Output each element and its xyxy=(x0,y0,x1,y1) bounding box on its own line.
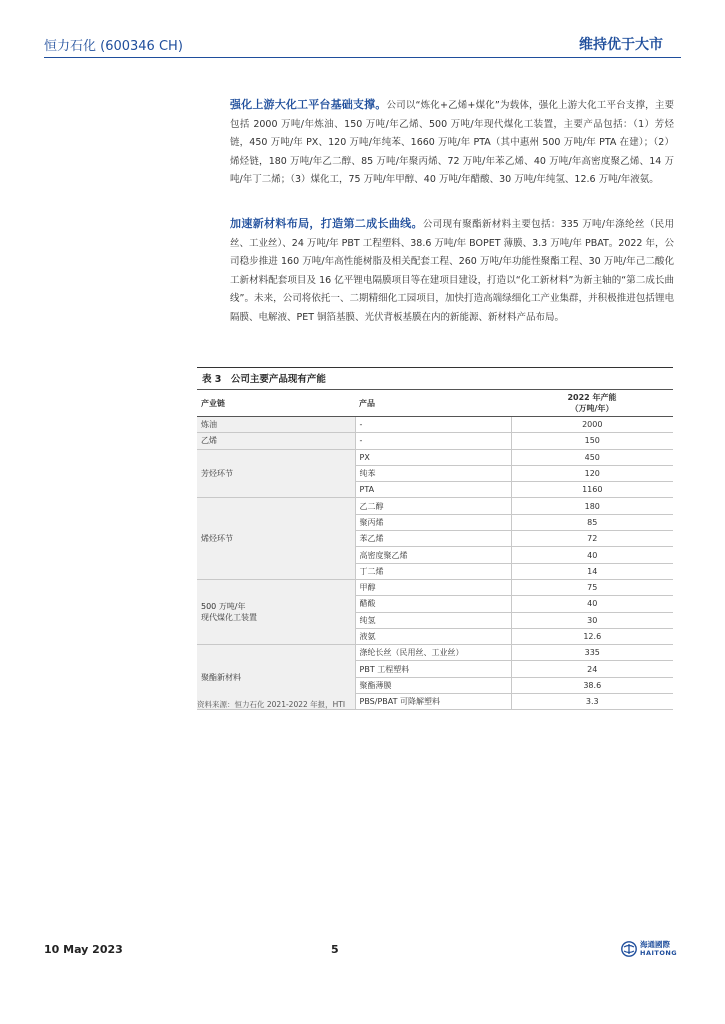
header-product: 产品 xyxy=(355,390,511,417)
product-cell: PBT 工程塑料 xyxy=(355,661,511,677)
capacity-cell: 24 xyxy=(511,661,673,677)
product-cell: PBS/PBAT 可降解塑料 xyxy=(355,694,511,710)
paragraph-lead: 强化上游大化工平台基础支撑。 xyxy=(230,98,387,111)
table-row xyxy=(197,579,673,595)
capacity-cell: 450 xyxy=(511,449,673,465)
product-cell: 纯苯 xyxy=(355,465,511,481)
product-cell: 丁二烯 xyxy=(355,563,511,579)
header-capacity xyxy=(511,390,673,417)
haitong-logo-icon xyxy=(621,941,637,957)
table-top-rule xyxy=(197,367,673,368)
table-caption: 表 3 公司主要产品现有产能 xyxy=(202,374,326,385)
capacity-cell: 72 xyxy=(511,531,673,547)
header-rating: 维持优于大市 xyxy=(579,37,663,53)
capacity-cell: 38.6 xyxy=(511,677,673,693)
table-row xyxy=(197,433,673,449)
capacity-cell: 12.6 xyxy=(511,628,673,644)
table-row xyxy=(197,417,673,433)
chain-cell xyxy=(197,449,355,498)
paragraph-body: 公司以“炼化+乙烯+煤化”为载体，强化上游大化工平台支撑，主要包括 2000 万吨/年炼油、150 万吨/年乙烯、500 万吨/年现代煤化工装置，主要产品包括：（1）芳烃链，450 万吨/年 PX、120 万吨/年纯苯、1660 万吨/年 PTA（其中惠州 500 万吨/年 PTA 在建）；（2）烯烃链，180 万吨/年乙二醇、85 万吨/年聚丙烯、72 万吨/年苯乙烯、40 万吨/年高密度聚乙烯、14 万吨/年丁二烯；（3）煤化工，75 万吨/年甲醇、40 万吨/年醋酸、30 万吨/年纯氢、12.6 万吨/年液氨。 xyxy=(230,100,675,185)
product-cell: 醋酸 xyxy=(355,596,511,612)
capacity-cell: 30 xyxy=(511,612,673,628)
product-cell: 聚酯薄膜 xyxy=(355,677,511,693)
capacity-cell: 180 xyxy=(511,498,673,514)
capacity-cell: 85 xyxy=(511,514,673,530)
table-header-row xyxy=(197,390,673,417)
capacity-cell: 150 xyxy=(511,433,673,449)
footer-date: 10 May 2023 xyxy=(44,943,123,956)
product-cell: - xyxy=(355,417,511,433)
chain-name: 乙烯 xyxy=(201,436,217,446)
product-cell: PX xyxy=(355,449,511,465)
product-cell: 聚丙烯 xyxy=(355,514,511,530)
capacity-table xyxy=(197,389,673,710)
product-cell: 苯乙烯 xyxy=(355,531,511,547)
capacity-cell: 120 xyxy=(511,465,673,481)
header-divider xyxy=(44,57,681,58)
product-cell: 纯氢 xyxy=(355,612,511,628)
logo-cn: 海通國際 xyxy=(640,940,670,949)
table-row xyxy=(197,645,673,661)
chain-name: 聚酯新材料 xyxy=(201,672,241,682)
chain-cell xyxy=(197,498,355,579)
paragraph-upstream xyxy=(230,96,674,190)
chain-cell xyxy=(197,433,355,449)
product-cell: 液氨 xyxy=(355,628,511,644)
page-number: 5 xyxy=(331,943,339,956)
product-cell: - xyxy=(355,433,511,449)
table-row xyxy=(197,498,673,514)
capacity-cell: 40 xyxy=(511,547,673,563)
capacity-cell: 75 xyxy=(511,579,673,595)
capacity-cell: 1160 xyxy=(511,482,673,498)
header-capacity-line2: （万吨/年） xyxy=(570,404,614,413)
table-source: 资料来源：恒力石化 2021-2022 年报，HTI xyxy=(197,700,346,709)
chain-name-line2: 现代煤化工装置 xyxy=(201,613,257,623)
paragraph-lead: 加速新材料布局，打造第二成长曲线。 xyxy=(230,217,423,230)
capacity-cell: 3.3 xyxy=(511,694,673,710)
header-chain: 产业链 xyxy=(197,390,355,417)
table-row xyxy=(197,449,673,465)
product-cell: 高密度聚乙烯 xyxy=(355,547,511,563)
capacity-cell: 2000 xyxy=(511,417,673,433)
product-cell: 涤纶长丝（民用丝、工业丝） xyxy=(355,645,511,661)
chain-cell xyxy=(197,417,355,433)
chain-name: 500 万吨/年 xyxy=(201,602,246,612)
chain-name: 炼油 xyxy=(201,420,217,430)
logo-en: HAITONG xyxy=(640,949,678,957)
table-body xyxy=(197,417,673,710)
capacity-cell: 335 xyxy=(511,645,673,661)
header-company: 恒力石化 (600346 CH) xyxy=(44,39,183,54)
product-cell: 乙二醇 xyxy=(355,498,511,514)
paragraph-body: 公司现有聚酯新材料主要包括：335 万吨/年涤纶丝（民用丝、工业丝）、24 万吨/年 PBT 工程塑料、38.6 万吨/年 BOPET 薄膜、3.3 万吨/年 PBAT。2022 年，公司稳步推进 160 万吨/年高性能树脂及相关配套工程、260 万吨/年功能性聚酯工程、30 万吨/年己二酸化工新材料配套项目及 16 亿平锂电隔膜项目等在建项目建设，打造以“化工新材料”为新主轴的“第二成长曲线”。未来，公司将依托一、二期精细化工园项目，加快打造高端绿细化工产业集群，并积极推进包括锂电隔膜、电解液、PET 铜箔基膜、光伏背板基膜在内的新能源、新材料产品布局。 xyxy=(230,219,675,323)
chain-name: 芳烃环节 xyxy=(201,469,233,479)
capacity-cell: 40 xyxy=(511,596,673,612)
chain-name: 烯烃环节 xyxy=(201,534,233,544)
header-capacity-line1: 2022 年产能 xyxy=(567,393,617,402)
haitong-logo xyxy=(621,940,677,958)
product-cell: 甲醇 xyxy=(355,579,511,595)
capacity-cell: 14 xyxy=(511,563,673,579)
paragraph-new-materials xyxy=(230,215,674,327)
product-cell: PTA xyxy=(355,482,511,498)
chain-cell xyxy=(197,579,355,644)
